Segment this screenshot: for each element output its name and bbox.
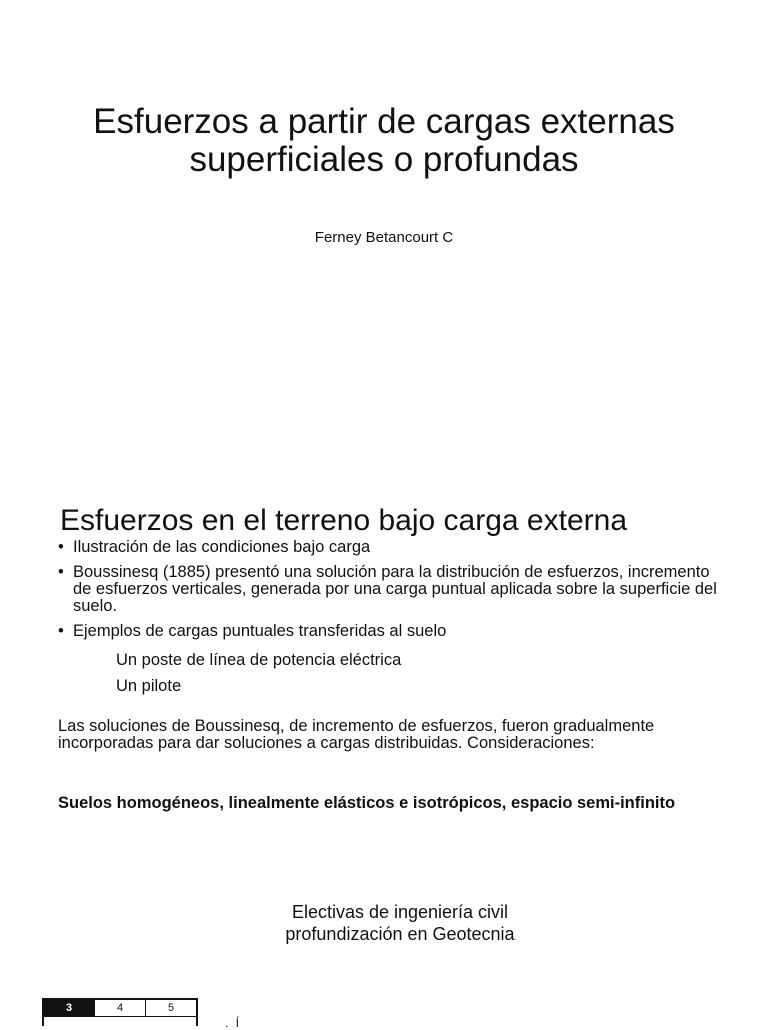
bullet-list xyxy=(58,539,718,648)
footer-line: profundización en Geotecnia xyxy=(285,924,515,944)
bullet-dot-icon: • xyxy=(58,622,64,640)
bullet-dot-icon: • xyxy=(58,563,64,581)
slide-1-title: Esfuerzos a partir de cargas externas superficiales o profundas xyxy=(93,102,675,180)
bullet-item xyxy=(58,539,718,556)
body-paragraph: Las soluciones de Boussinesq, de incremento de esfuerzos, fueron gradualmente incorporadas para dar soluciones a cargas distribuidas. Consideraciones: xyxy=(58,717,655,752)
considerations-text: Suelos homogéneos, linealmente elásticos e isotrópicos, espacio semi-infinito xyxy=(58,794,676,812)
slide-2-title: Esfuerzos en el terreno bajo carga externa xyxy=(60,503,627,537)
page-4-button[interactable]: 4 xyxy=(95,1000,146,1017)
page-5-button[interactable]: 5 xyxy=(146,1000,196,1017)
bullet-text: Ejemplos de cargas puntuales transferidas al suelo xyxy=(73,622,447,640)
sub-item: Un poste de línea de potencia eléctrica xyxy=(116,651,402,669)
footer-line: Electivas de ingeniería civil xyxy=(291,902,509,922)
sub-item: Un pilote xyxy=(116,677,182,695)
bullet-item xyxy=(58,623,718,640)
bullet-item xyxy=(58,564,718,615)
page-navigator xyxy=(42,998,198,1026)
bullet-text: Boussinesq (1885) presentó una solución para la distribución de esfuerzos, incremento de esfuerzos verticales, generada por una carga puntual aplicada sobre la superficie del suelo. xyxy=(73,563,717,615)
bullet-dot-icon: • xyxy=(58,538,64,556)
slide-footer xyxy=(0,901,768,945)
cut-off-text: . Í xyxy=(225,1016,242,1030)
page-3-button[interactable]: 3 xyxy=(44,1000,95,1017)
slide-1-author: Ferney Betancourt C xyxy=(314,229,454,246)
bullet-text: Ilustración de las condiciones bajo carga xyxy=(73,538,371,556)
